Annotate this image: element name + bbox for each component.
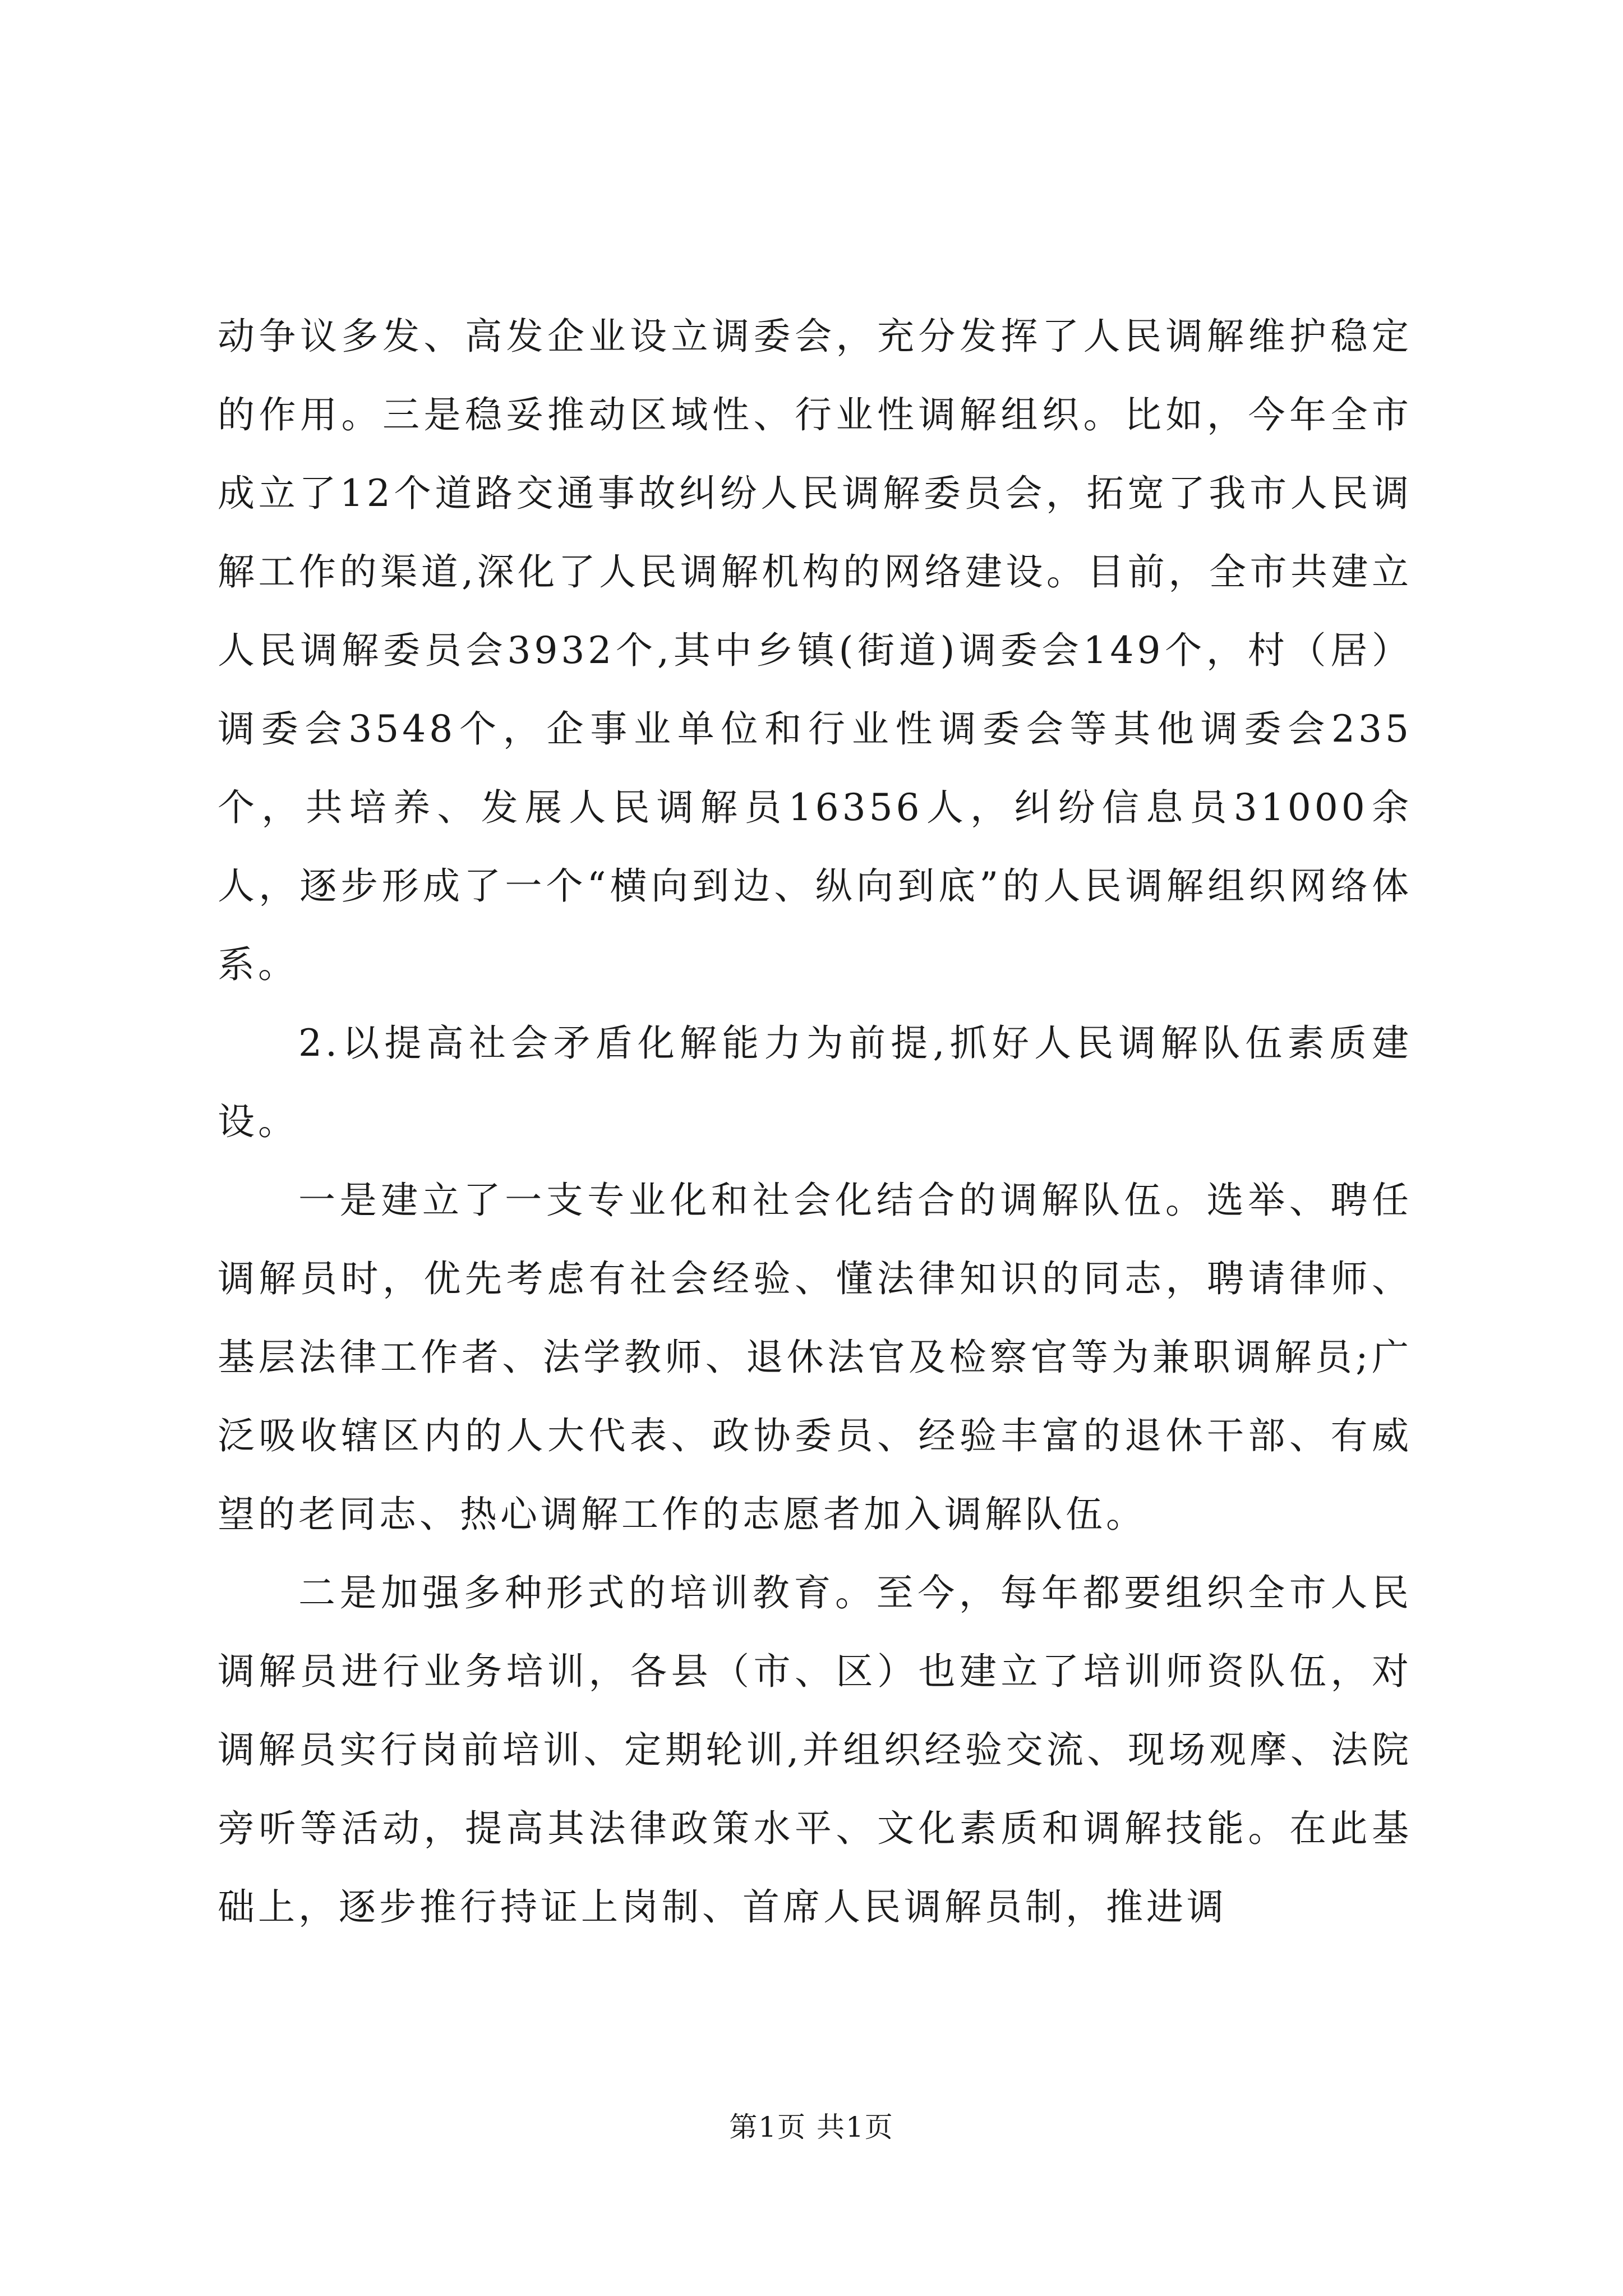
document-body [218, 297, 1412, 1947]
paragraph-continuation: 动争议多发、高发企业设立调委会，充分发挥了人民调解维护稳定的作用。三是稳妥推动区域性、行业性调解组织。比如，今年全市成立了12个道路交通事故纠纷人民调解委员会，拓宽了我市人民调解工作的渠道,深化了人民调解机构的网络建设。目前，全市共建立人民调解委员会3932个,其中乡镇(街道)调委会149个，村（居）调委会3548个，企事业单位和行业性调委会等其他调委会235个，共培养、发展人民调解员16356人，纠纷信息员31000余人，逐步形成了一个“横向到边、纵向到底”的人民调解组织网络体系。 [218, 315, 1412, 986]
paragraph-point-two: 二是加强多种形式的培训教育。至今，每年都要组织全市人民调解员进行业务培训，各县（市、区）也建立了培训师资队伍，对调解员实行岗前培训、定期轮训,并组织经验交流、现场观摩、法院旁听等活动，提高其法律政策水平、文化素质和调解技能。在此基础上，逐步推行持证上岗制、首席人民调解员制，推进调 [218, 1571, 1412, 1929]
paragraph-section-heading: 2.以提高社会矛盾化解能力为前提,抓好人民调解队伍素质建设。 [218, 1022, 1412, 1143]
page-number-footer: 第1页 共1页 [729, 2111, 894, 2143]
paragraph-point-one: 一是建立了一支专业化和社会化结合的调解队伍。选举、聘任调解员时，优先考虑有社会经验、懂法律知识的同志，聘请律师、基层法律工作者、法学教师、退休法官及检察官等为兼职调解员;广泛吸收辖区内的人大代表、政协委员、经验丰富的退休干部、有威望的老同志、热心调解工作的志愿者加入调解队伍。 [218, 1179, 1412, 1536]
